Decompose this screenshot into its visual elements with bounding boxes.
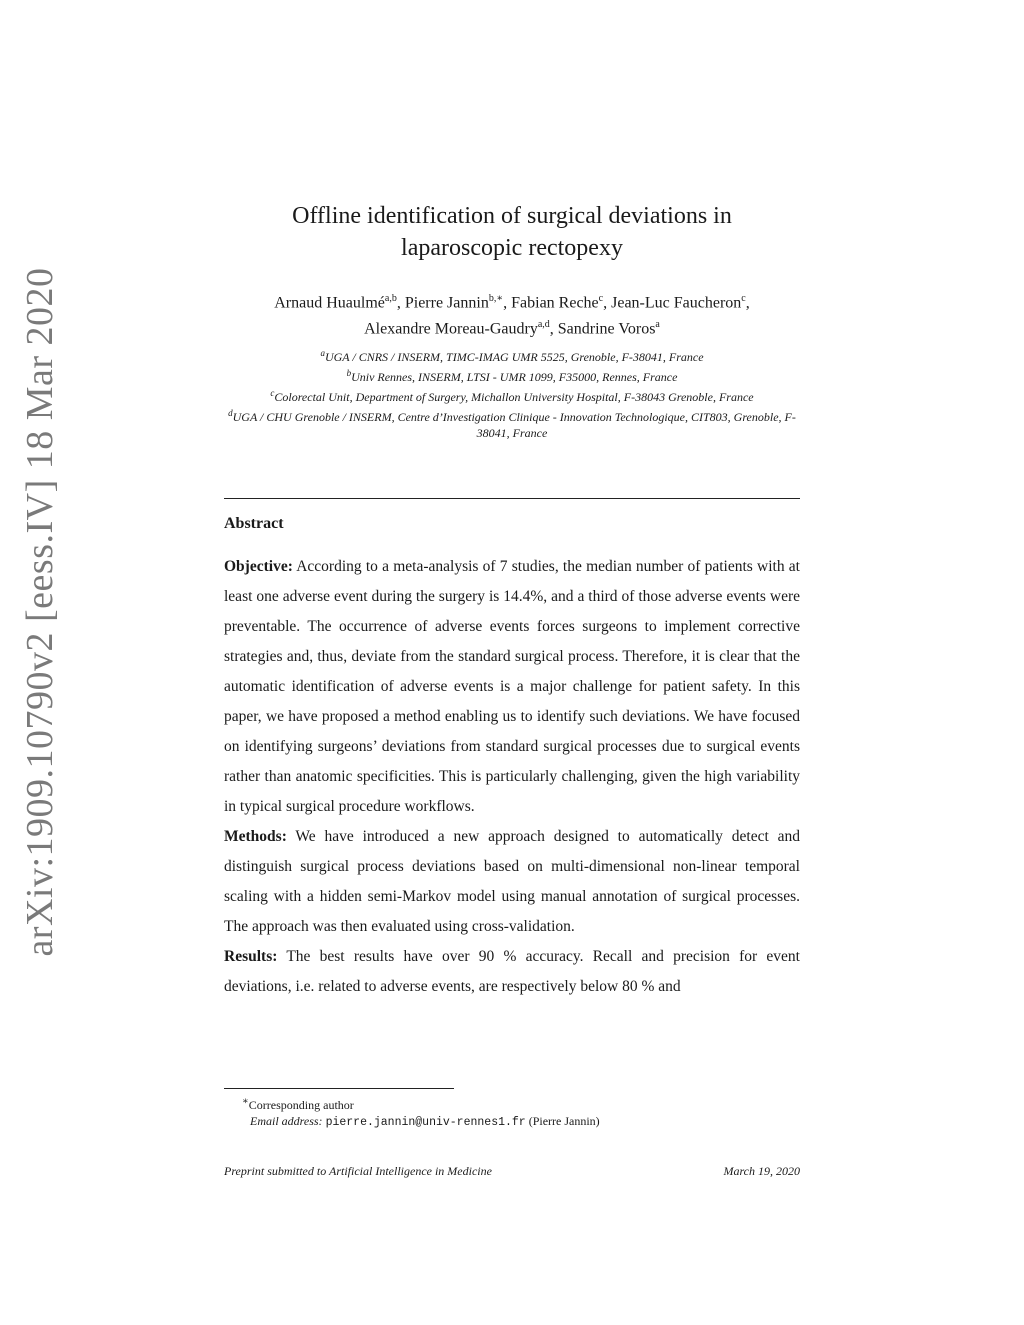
abstract-heading: Abstract	[224, 515, 284, 532]
footnotes	[224, 1094, 800, 1131]
footnote-rule	[224, 1088, 454, 1089]
author-affil-mark: c	[741, 293, 746, 304]
affiliation-text: UGA / CHU Grenoble / INSERM, Centre d’Investigation Clinique - Innovation Technologique, CIT803, Grenoble, F-38041, France	[232, 410, 796, 440]
author-affil-mark: a,b	[384, 293, 397, 304]
affiliation-item	[222, 345, 802, 365]
results-label: Results:	[224, 948, 278, 965]
objective-label: Objective:	[224, 558, 293, 575]
abstract-objective	[224, 552, 800, 822]
author-name: Jean-Luc Faucheron	[611, 294, 742, 312]
affiliation-text: UGA / CNRS / INSERM, TIMC-IMAG UMR 5525, Grenoble, F-38041, France	[324, 350, 704, 364]
preprint-footer	[224, 1164, 800, 1179]
affiliation-item	[222, 385, 802, 405]
affiliation-mark: d	[228, 408, 233, 418]
arxiv-stamp: arXiv:1909.10790v2 [eess.IV] 18 Mar 2020	[19, 267, 61, 957]
methods-text: We have introduced a new approach designed to automatically detect and distinguish surgical process deviations based on multi-dimensional non-linear temporal scaling with a hidden semi-Markov model using manual annotation of surgical processes. The approach was then evaluated using cross-validation.	[224, 828, 800, 935]
footnote-mark: ∗	[242, 1096, 249, 1107]
footnote-corresponding	[224, 1094, 800, 1113]
affiliation-item	[222, 365, 802, 385]
title-line-1: Offline identification of surgical deviations in	[292, 203, 732, 229]
author-name: Alexandre Moreau-Gaudry	[364, 320, 538, 338]
footnote-email	[224, 1113, 800, 1131]
objective-text: According to a meta-analysis of 7 studies, the median number of patients with at least one adverse event during the surgery is 14.4%, and a third of those adverse events were preventable. The occurrence of adverse events forces surgeons to implement corrective strategies and, thus, deviate from the standard surgical process. Therefore, it is clear that the automatic identification of adverse events is a major challenge for patient safety. In this paper, we have proposed a method enabling us to identify such deviations. We have focused on identifying surgeons’ deviations from standard surgical processes due to surgical events rather than anatomic specificities. This is particularly challenging, given the high variability in typical surgical procedure workflows.	[224, 558, 800, 815]
author-list: Arnaud Huaulmé$^{a,b}$, Pierre Jannin$^{b,∗}$, Fabian Reche$^c$, Jean-Luc Faucheron$^c$, Alexandre Moreau-Gaudry$^{a,d}$, Sandrine Voros$^a$	[274, 293, 750, 338]
preprint-date: March 19, 2020	[723, 1164, 800, 1178]
corresponding-text: Corresponding author	[248, 1098, 354, 1112]
affiliation-mark: a	[320, 348, 325, 358]
abstract-results	[224, 942, 800, 1002]
abstract-methods	[224, 822, 800, 942]
affiliation-list	[222, 345, 802, 441]
author-affil-mark: b,∗	[488, 293, 504, 304]
author-name: Sandrine Voros	[557, 320, 656, 338]
methods-label: Methods:	[224, 828, 287, 845]
author-affil-mark: a	[655, 319, 660, 331]
preprint-journal: Preprint submitted to Artificial Intelligence in Medicine	[224, 1164, 492, 1178]
author-affil-mark: c	[598, 293, 604, 304]
paper-title	[232, 200, 792, 264]
email-owner: (Pierre Jannin)	[528, 1114, 600, 1128]
author-name: Pierre Jannin	[404, 294, 489, 312]
affiliation-mark: c	[270, 388, 275, 398]
abstract-body	[224, 552, 800, 1002]
email-label: Email address:	[250, 1114, 323, 1128]
results-text: The best results have over 90 % accuracy. Recall and precision for event deviations, i.e. related to adverse events, are respectively below 80 % and	[224, 948, 800, 995]
title-line-2: laparoscopic rectopexy	[401, 235, 623, 261]
affiliation-item	[222, 405, 802, 441]
author-name: Fabian Reche	[511, 294, 599, 312]
email-address: pierre.jannin@univ-rennes1.fr	[325, 1116, 526, 1129]
affiliation-text: Colorectal Unit, Department of Surgery, Michallon University Hospital, F-38043 Grenoble, France	[274, 390, 754, 404]
author-name: Arnaud Huaulmé	[274, 294, 385, 312]
abstract-top-rule	[224, 498, 800, 499]
affiliation-text: Univ Rennes, INSERM, LTSI - UMR 1099, F35000, Rennes, France	[351, 370, 678, 384]
affiliation-mark: b	[346, 368, 352, 378]
author-affil-mark: a,d	[537, 319, 550, 331]
